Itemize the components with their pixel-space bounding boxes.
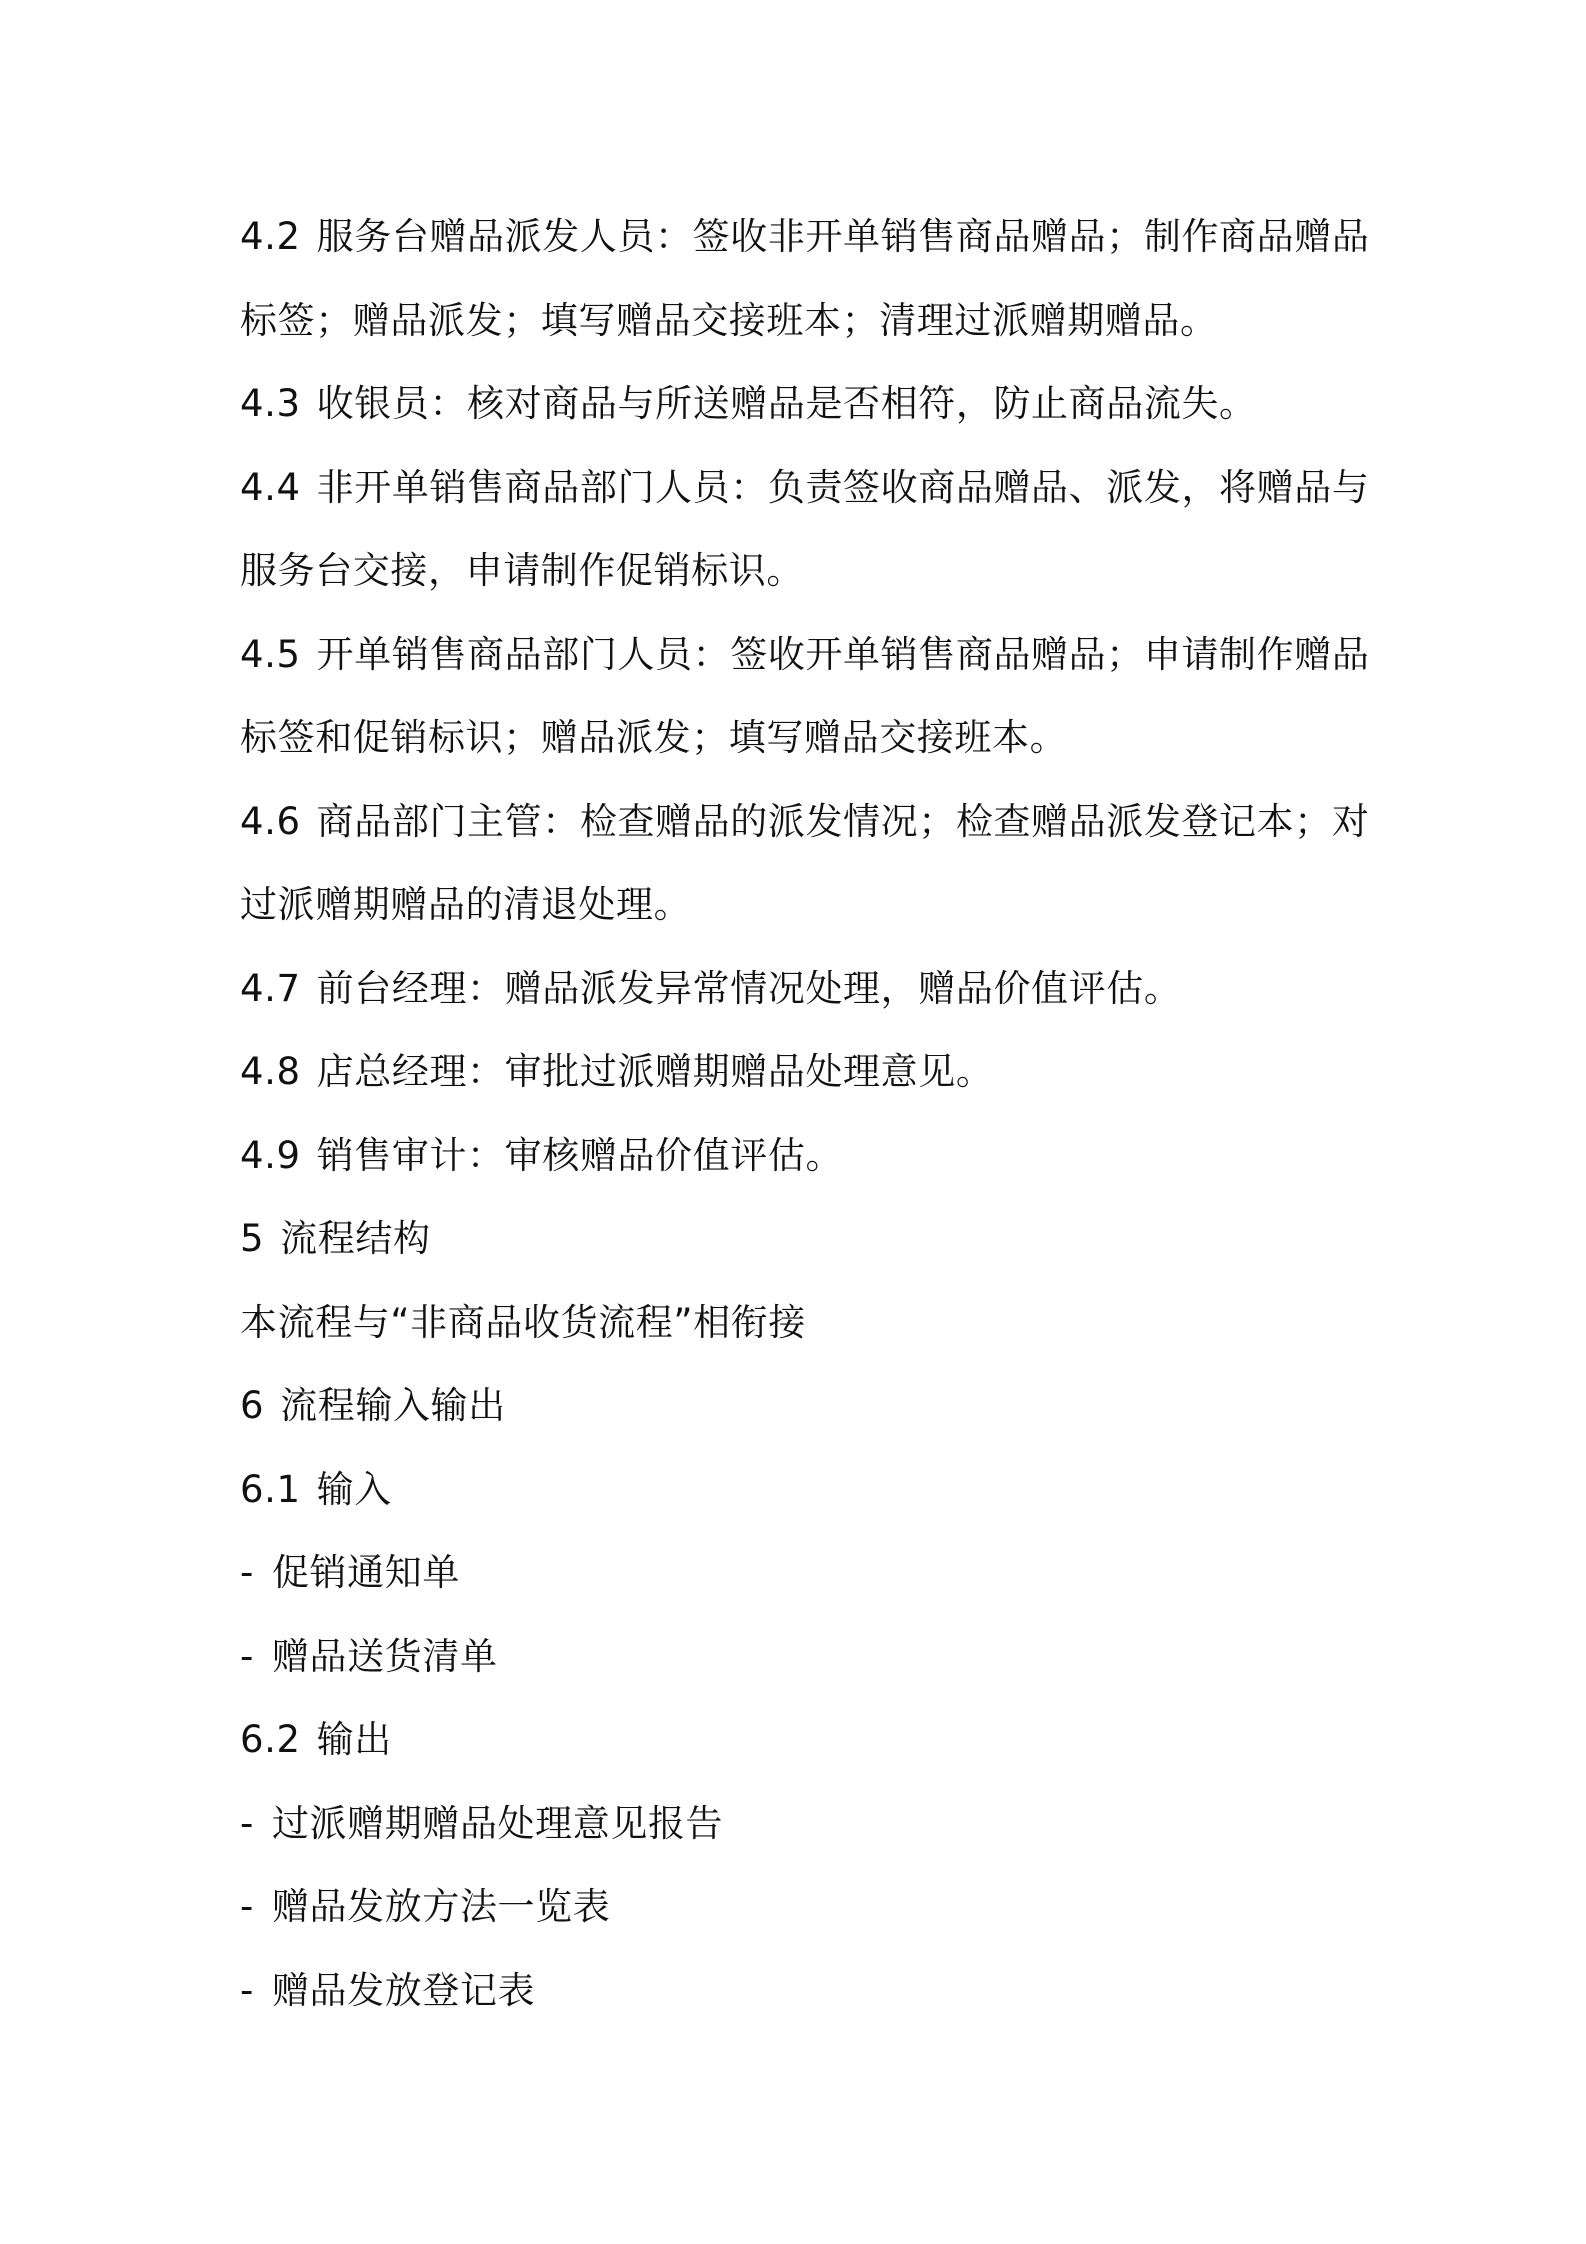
paragraph-text: 标签；赠品派发；填写赠品交接班本；清理过派赠期赠品。 [240, 298, 1218, 342]
heading-text: 输入 [316, 1467, 392, 1511]
paragraph-4-4-continued [240, 529, 1360, 613]
list-item-text: 赠品送货清单 [271, 1634, 498, 1678]
paragraph-text: 前台经理：赠品派发异常情况处理，赠品价值评估。 [316, 966, 1182, 1010]
paragraph-4-6-continued [240, 863, 1360, 947]
heading-6-1 [240, 1448, 1360, 1532]
paragraph-text: 服务台交接，申请制作促销标识。 [240, 549, 804, 592]
list-item-text: 促销通知单 [271, 1551, 460, 1594]
section-number: 4.5 [240, 632, 301, 676]
document-body [240, 195, 1370, 2032]
paragraph-text: 开单销售商品部门人员：签收开单销售商品赠品；申请制作赠品 [316, 632, 1370, 676]
paragraph-4-2 [240, 195, 1370, 279]
paragraph-4-5 [240, 613, 1370, 697]
list-bullet: - [240, 1634, 254, 1678]
section-number: 4.9 [240, 1133, 301, 1177]
paragraph-text: 商品部门主管：检查赠品的派发情况；检查赠品派发登记本；对 [316, 799, 1370, 843]
paragraph-4-5-continued [240, 696, 1360, 780]
section-number: 6.1 [240, 1467, 301, 1511]
list-item [240, 1865, 1360, 1949]
list-item [240, 1782, 1360, 1866]
paragraph-4-4 [240, 446, 1370, 530]
list-bullet: - [240, 1885, 254, 1928]
section-number: 4.6 [240, 799, 301, 843]
paragraph-4-3 [240, 362, 1360, 446]
heading-text: 流程输入输出 [280, 1384, 506, 1427]
list-item [240, 1949, 1360, 2033]
paragraph-4-9 [240, 1114, 1360, 1198]
paragraph-text: 收银员：核对商品与所送赠品是否相符，防止商品流失。 [316, 382, 1257, 425]
section-number: 4.8 [240, 1050, 301, 1093]
paragraph-text: 标签和促销标识；赠品派发；填写赠品交接班本。 [240, 716, 1068, 759]
list-item-text: 过派赠期赠品处理意见报告 [271, 1801, 724, 1845]
section-number: 4.4 [240, 465, 301, 509]
paragraph-4-7 [240, 947, 1360, 1031]
paragraph-4-2-continued [240, 279, 1360, 363]
section-number: 5 [240, 1217, 265, 1260]
section-number: 4.7 [240, 966, 301, 1010]
list-bullet: - [240, 1551, 254, 1594]
paragraph-text: 本流程与“非商品收货流程”相衔接 [240, 1300, 806, 1344]
list-item-text: 赠品发放方法一览表 [271, 1885, 611, 1928]
paragraph-text: 服务台赠品派发人员：签收非开单销售商品赠品；制作商品赠品 [316, 215, 1370, 258]
section-number: 6 [240, 1384, 265, 1427]
list-item [240, 1615, 1360, 1699]
section-number: 4.2 [240, 215, 301, 258]
section-number: 4.3 [240, 382, 301, 425]
list-item-text: 赠品发放登记表 [271, 1968, 536, 2012]
heading-text: 流程结构 [280, 1217, 431, 1260]
paragraph-4-8 [240, 1030, 1360, 1114]
list-bullet: - [240, 1801, 254, 1845]
heading-5 [240, 1197, 1360, 1281]
paragraph-4-6 [240, 780, 1370, 864]
paragraph-text: 过派赠期赠品的清退处理。 [240, 883, 692, 926]
paragraph-text: 销售审计：审核赠品价值评估。 [316, 1133, 844, 1177]
heading-6-2 [240, 1698, 1360, 1782]
heading-6 [240, 1364, 1360, 1448]
section-number: 6.2 [240, 1718, 301, 1761]
paragraph-flow-link [240, 1281, 1360, 1365]
list-bullet: - [240, 1968, 254, 2012]
heading-text: 输出 [316, 1718, 392, 1761]
paragraph-text: 非开单销售商品部门人员：负责签收商品赠品、派发，将赠品与 [316, 465, 1370, 509]
paragraph-text: 店总经理：审批过派赠期赠品处理意见。 [316, 1050, 994, 1093]
list-item [240, 1531, 1360, 1615]
